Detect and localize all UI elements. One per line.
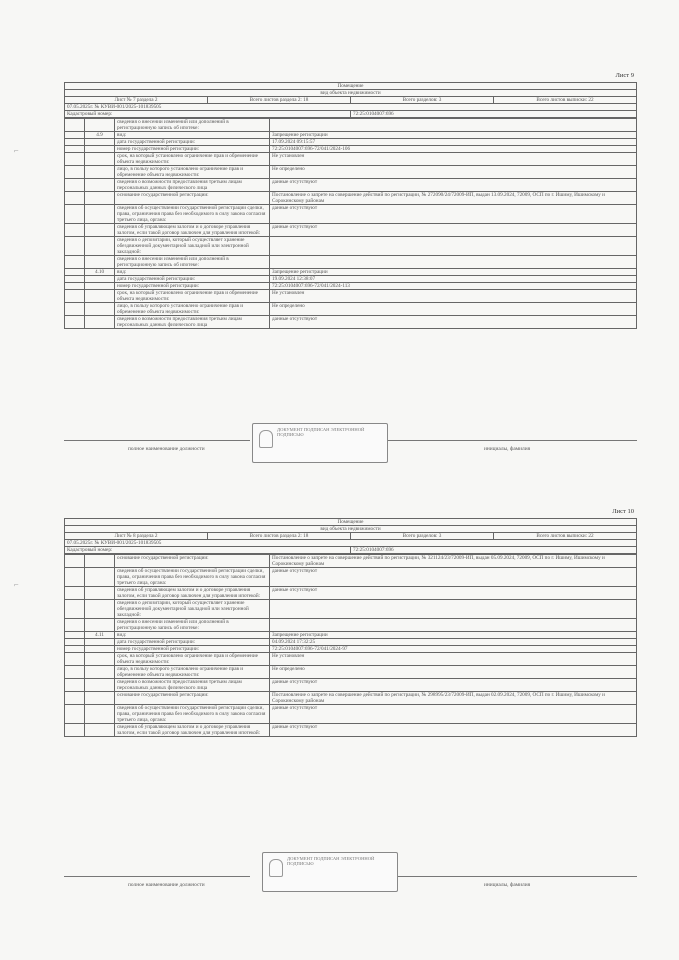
- record-value: [270, 237, 637, 256]
- record-row: [65, 139, 637, 146]
- total-sections: Всего разделов: 3: [351, 533, 494, 540]
- record-row: [65, 653, 637, 666]
- blank-cell: [65, 303, 85, 316]
- record-number: [85, 276, 115, 283]
- record-value: 72:25:0104007:696-72/041/2024-106: [270, 146, 637, 153]
- record-row: [65, 632, 637, 639]
- record-value: 72:25:0104007:696-72/041/2024-113: [270, 283, 637, 290]
- record-number: [85, 290, 115, 303]
- record-label: номер государственной регистрации:: [115, 283, 270, 290]
- stamp-text: ДОКУМЕНТ ПОДПИСАН ЭЛЕКТРОННОЙ ПОДПИСЬЮ: [287, 856, 375, 867]
- record-value: Постановление о запрете на совершение действий по регистрации, № 321124/23/72009-ИП, выдан 05.09.2024, 72009, ОСП по г. Ишиму, Ишимскому и Сорокинскому районам: [270, 555, 637, 568]
- record-row: [65, 179, 637, 192]
- object-title: Помещение: [65, 519, 637, 526]
- record-row: [65, 587, 637, 600]
- sheet-number: Лист 9: [615, 72, 634, 79]
- doc-number: 07.05.2025г. № КУВИ-001/2025-101839505: [65, 540, 637, 547]
- record-row: [65, 237, 637, 256]
- record-row: [65, 205, 637, 224]
- record-number: 4.10: [85, 269, 115, 276]
- blank-cell: [65, 224, 85, 237]
- section-total: Всего листов раздела 2: 18: [208, 533, 351, 540]
- record-number: [85, 224, 115, 237]
- record-label: дата государственной регистрации:: [115, 139, 270, 146]
- blank-cell: [65, 632, 85, 639]
- blank-cell: [65, 646, 85, 653]
- record-value: Не установлен: [270, 653, 637, 666]
- blank-cell: [65, 269, 85, 276]
- record-label: сведения о депозитарии, который осуществляет хранение обездвиженной документарной закладной или электронной закладной:: [115, 600, 270, 619]
- blank-cell: [65, 587, 85, 600]
- signature-label: инициалы, фамилия: [484, 446, 531, 452]
- record-label: лицо, в пользу которого установлено ограничение прав и обременение объекта недвижимости:: [115, 166, 270, 179]
- blank-cell: [65, 692, 85, 705]
- record-row: [65, 705, 637, 724]
- record-row: [65, 555, 637, 568]
- record-value: данные отсутствуют: [270, 587, 637, 600]
- record-value: 17.09.2024 09:15:57: [270, 139, 637, 146]
- record-label: сведения о возможности предоставления третьим лицам персональных данных физического лица: [115, 179, 270, 192]
- records-body: [65, 555, 637, 737]
- record-label: сведения о депозитарии, который осуществляет хранение обездвиженной документарной закладной или электронной закладной:: [115, 237, 270, 256]
- record-label: дата государственной регистрации:: [115, 276, 270, 283]
- record-number: [85, 666, 115, 679]
- record-value: данные отсутствуют: [270, 316, 637, 329]
- record-value: 72:25:0104007:696-72/041/2024-97: [270, 646, 637, 653]
- record-label: сведения о возможности предоставления третьим лицам персональных данных физического лица: [115, 316, 270, 329]
- section-sheet: Лист № 8 раздела 2: [65, 533, 208, 540]
- record-value: Не определено: [270, 166, 637, 179]
- record-label: сведения об осуществлении государственной регистрации сделки, права, ограничения права без необходимого в силу закона согласия третьего лица, органа:: [115, 205, 270, 224]
- object-subtitle: вид объекта недвижимости: [65, 526, 637, 533]
- blank-cell: [65, 724, 85, 737]
- record-number: [85, 705, 115, 724]
- record-row: [65, 679, 637, 692]
- blank-cell: [65, 283, 85, 290]
- record-value: данные отсутствуют: [270, 179, 637, 192]
- blank-cell: [65, 119, 85, 132]
- record-label: сведения об управляющем залогом и о договоре управления залогом, если такой договор заключен для управления ипотекой:: [115, 587, 270, 600]
- record-row: [65, 192, 637, 205]
- record-value: данные отсутствуют: [270, 568, 637, 587]
- cadastral-value: 72:25:0104007:696: [351, 111, 637, 118]
- record-number: [85, 283, 115, 290]
- emblem-icon: [259, 430, 273, 448]
- record-label: вид:: [115, 269, 270, 276]
- object-title: Помещение: [65, 83, 637, 90]
- record-label: сведения об осуществлении государственной регистрации сделки, права, ограничения права без необходимого в силу закона согласия третьего лица, органа:: [115, 705, 270, 724]
- record-value: Запрещение регистрации: [270, 632, 637, 639]
- record-value: данные отсутствуют: [270, 205, 637, 224]
- blank-cell: [65, 653, 85, 666]
- doc-number: 07.05.2025г. № КУВИ-001/2025-101839505: [65, 104, 637, 111]
- record-label: дата государственной регистрации:: [115, 639, 270, 646]
- record-value: данные отсутствуют: [270, 679, 637, 692]
- record-row: [65, 166, 637, 179]
- record-number: [85, 146, 115, 153]
- corner-mark: ⌐: [14, 146, 19, 155]
- position-label: полное наименование должности: [128, 446, 205, 452]
- record-number: [85, 600, 115, 619]
- record-row: [65, 256, 637, 269]
- record-label: сведения об управляющем залогом и о договоре управления залогом, если такой договор заключен для управления ипотекой:: [115, 224, 270, 237]
- total-sheets: Всего листов выписки: 22: [494, 533, 637, 540]
- extract-page-1: [64, 82, 637, 329]
- record-number: [85, 679, 115, 692]
- extract-page-2: [64, 518, 637, 737]
- record-number: [85, 653, 115, 666]
- record-row: [65, 666, 637, 679]
- blank-cell: [65, 139, 85, 146]
- record-value: [270, 600, 637, 619]
- record-value: Не определено: [270, 303, 637, 316]
- blank-cell: [65, 290, 85, 303]
- blank-cell: [65, 679, 85, 692]
- header-table: [64, 518, 637, 554]
- blank-cell: [65, 316, 85, 329]
- record-value: Не установлен: [270, 290, 637, 303]
- record-label: номер государственной регистрации:: [115, 646, 270, 653]
- record-value: 19.09.2024 12:38:07: [270, 276, 637, 283]
- record-row: [65, 600, 637, 619]
- record-label: срок, на который установлено ограничение прав и обременение объекта недвижимости:: [115, 290, 270, 303]
- record-number: [85, 192, 115, 205]
- blank-cell: [65, 705, 85, 724]
- blank-cell: [65, 666, 85, 679]
- record-row: [65, 646, 637, 653]
- electronic-signature-stamp: [252, 423, 388, 463]
- record-row: [65, 269, 637, 276]
- record-number: [85, 692, 115, 705]
- records-body: [65, 119, 637, 329]
- blank-cell: [65, 166, 85, 179]
- electronic-signature-stamp: [262, 852, 398, 892]
- record-number: 4.9: [85, 132, 115, 139]
- record-row: [65, 132, 637, 139]
- record-value: [270, 256, 637, 269]
- cadastral-value: 72:25:0104007:696: [351, 547, 637, 554]
- record-number: [85, 205, 115, 224]
- record-label: срок, на который установлено ограничение прав и обременение объекта недвижимости:: [115, 653, 270, 666]
- record-value: Не определено: [270, 666, 637, 679]
- corner-mark: ⌐: [14, 580, 19, 589]
- record-number: [85, 166, 115, 179]
- record-number: [85, 153, 115, 166]
- record-number: [85, 237, 115, 256]
- record-number: [85, 555, 115, 568]
- record-value: Запрещение регистрации: [270, 269, 637, 276]
- record-row: [65, 724, 637, 737]
- blank-cell: [65, 276, 85, 283]
- blank-cell: [65, 237, 85, 256]
- records-table: [64, 118, 637, 329]
- record-label: основание государственной регистрации:: [115, 192, 270, 205]
- record-value: [270, 619, 637, 632]
- record-number: [85, 139, 115, 146]
- record-number: [85, 724, 115, 737]
- blank-cell: [65, 132, 85, 139]
- record-value: Не установлен: [270, 153, 637, 166]
- record-row: [65, 276, 637, 283]
- record-value: [270, 119, 637, 132]
- record-label: сведения о внесении изменений или дополнений в регистрационную запись об ипотеке:: [115, 119, 270, 132]
- object-subtitle: вид объекта недвижимости: [65, 90, 637, 97]
- record-label: сведения об осуществлении государственной регистрации сделки, права, ограничения права без необходимого в силу закона согласия третьего лица, органа:: [115, 568, 270, 587]
- record-label: сведения об управляющем залогом и о договоре управления залогом, если такой договор заключен для управления ипотекой:: [115, 724, 270, 737]
- record-row: [65, 303, 637, 316]
- cadastral-label: Кадастровый номер:: [65, 111, 351, 118]
- record-row: [65, 119, 637, 132]
- blank-cell: [65, 555, 85, 568]
- record-row: [65, 316, 637, 329]
- record-label: вид:: [115, 132, 270, 139]
- record-row: [65, 568, 637, 587]
- total-sections: Всего разделов: 3: [351, 97, 494, 104]
- record-row: [65, 283, 637, 290]
- record-number: 4.11: [85, 632, 115, 639]
- section-total: Всего листов раздела 2: 18: [208, 97, 351, 104]
- blank-cell: [65, 639, 85, 646]
- record-label: сведения о внесении изменений или дополнений в регистрационную запись об ипотеке:: [115, 256, 270, 269]
- blank-cell: [65, 568, 85, 587]
- record-value: 04.09.2024 17:32:25: [270, 639, 637, 646]
- record-label: лицо, в пользу которого установлено ограничение прав и обременение объекта недвижимости:: [115, 666, 270, 679]
- record-row: [65, 619, 637, 632]
- blank-cell: [65, 146, 85, 153]
- record-value: Постановление о запрете на совершение действий по регистрации, № 272090/24/72009-ИП, выдан 13.09.2024, 72009, ОСП по г. Ишиму, Ишимскому и Сорокинскому районам: [270, 192, 637, 205]
- record-row: [65, 692, 637, 705]
- record-value: данные отсутствуют: [270, 724, 637, 737]
- record-row: [65, 639, 637, 646]
- record-label: основание государственной регистрации:: [115, 692, 270, 705]
- record-number: [85, 256, 115, 269]
- record-value: Запрещение регистрации: [270, 132, 637, 139]
- blank-cell: [65, 192, 85, 205]
- blank-cell: [65, 179, 85, 192]
- record-value: данные отсутствуют: [270, 224, 637, 237]
- record-number: [85, 568, 115, 587]
- record-label: основание государственной регистрации:: [115, 555, 270, 568]
- total-sheets: Всего листов выписки: 22: [494, 97, 637, 104]
- sheet-number: Лист 10: [612, 508, 634, 515]
- records-table: [64, 554, 637, 737]
- record-label: срок, на который установлено ограничение прав и обременение объекта недвижимости:: [115, 153, 270, 166]
- position-label: полное наименование должности: [128, 882, 205, 888]
- record-number: [85, 119, 115, 132]
- record-row: [65, 146, 637, 153]
- blank-cell: [65, 153, 85, 166]
- blank-cell: [65, 256, 85, 269]
- record-number: [85, 587, 115, 600]
- section-sheet: Лист № 7 раздела 2: [65, 97, 208, 104]
- record-row: [65, 290, 637, 303]
- emblem-icon: [269, 859, 283, 877]
- cadastral-label: Кадастровый номер:: [65, 547, 351, 554]
- record-number: [85, 303, 115, 316]
- signature-label: инициалы, фамилия: [484, 882, 531, 888]
- blank-cell: [65, 619, 85, 632]
- record-row: [65, 153, 637, 166]
- header-table: [64, 82, 637, 118]
- blank-cell: [65, 205, 85, 224]
- record-label: сведения о возможности предоставления третьим лицам персональных данных физического лица: [115, 679, 270, 692]
- record-label: лицо, в пользу которого установлено ограничение прав и обременение объекта недвижимости:: [115, 303, 270, 316]
- record-number: [85, 179, 115, 192]
- blank-cell: [65, 600, 85, 619]
- record-label: вид:: [115, 632, 270, 639]
- record-label: номер государственной регистрации:: [115, 146, 270, 153]
- record-row: [65, 224, 637, 237]
- stamp-text: ДОКУМЕНТ ПОДПИСАН ЭЛЕКТРОННОЙ ПОДПИСЬЮ: [277, 427, 365, 438]
- record-number: [85, 316, 115, 329]
- record-label: сведения о внесении изменений или дополнений в регистрационную запись об ипотеке:: [115, 619, 270, 632]
- record-number: [85, 639, 115, 646]
- record-value: данные отсутствуют: [270, 705, 637, 724]
- record-value: Постановление о запрете на совершение действий по регистрации, № 298995/23/72009-ИП, выдан 02.09.2024, 72009, ОСП по г. Ишиму, Ишимскому и Сорокинскому районам: [270, 692, 637, 705]
- record-number: [85, 619, 115, 632]
- record-number: [85, 646, 115, 653]
